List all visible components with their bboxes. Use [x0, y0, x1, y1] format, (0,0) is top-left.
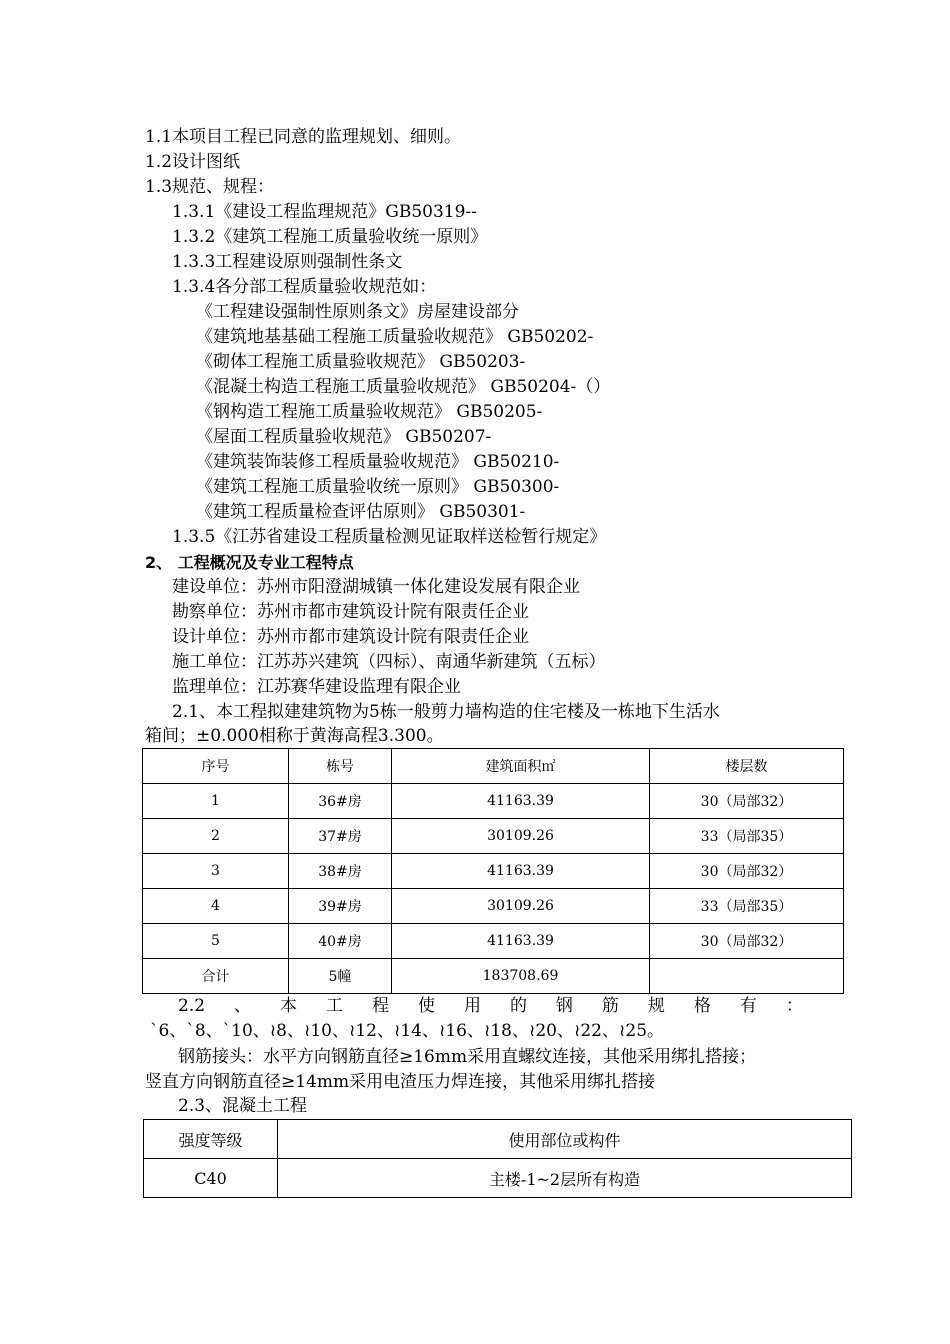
table-row	[143, 889, 844, 924]
ref-line: 《建筑装饰装修工程质量验收规范》 GB50210-	[196, 452, 560, 472]
table-cell: C40	[144, 1159, 278, 1198]
unit-line: 建设单位：苏州市阳澄湖城镇一体化建设发展有限企业	[172, 577, 580, 597]
ref-line: 《钢构造工程施工质量验收规范》 GB50205-	[196, 402, 543, 422]
paragraph-2-3: 2.3、混凝土工程	[178, 1096, 308, 1116]
table-header-row	[144, 1120, 852, 1159]
header-cell: 建筑面积㎡	[392, 749, 650, 784]
p22-token: 规	[647, 996, 665, 1016]
table-cell: 30（局部32）	[650, 784, 844, 819]
ref-line: 《建筑工程施工质量验收统一原则》 GB50300-	[196, 477, 560, 497]
header-cell: 栋号	[289, 749, 392, 784]
table-cell: 4	[143, 889, 289, 924]
table-cell: 33（局部35）	[650, 889, 844, 924]
ref-line: 1.3.2《建筑工程施工质量验收统一原则》	[172, 227, 488, 247]
p22-token: 程	[371, 996, 389, 1016]
ref-line: 《混凝土构造工程施工质量验收规范》 GB50204-（）	[196, 377, 611, 397]
rebar-joint-line-cont: 竖直方向钢筋直径≥14mm采用电渣压力焊连接，其他采用绑扎搭接	[145, 1072, 656, 1092]
table-cell: 38#房	[289, 854, 392, 889]
p22-token: 有	[739, 996, 757, 1016]
p22-token: ：	[785, 996, 803, 1016]
table-row	[144, 1159, 852, 1198]
ref-line: 《砌体工程施工质量验收规范》 GB50203-	[196, 352, 526, 372]
header-cell: 强度等级	[144, 1120, 278, 1159]
table-cell: 1	[143, 784, 289, 819]
table-cell: 5	[143, 924, 289, 959]
ref-line: 《屋面工程质量验收规范》 GB50207-	[196, 427, 492, 447]
table-cell: 合计	[143, 959, 289, 994]
table-row	[143, 924, 844, 959]
p22-token: 格	[693, 996, 711, 1016]
p22-token: 钢	[555, 996, 573, 1016]
ref-line: 1.2设计图纸	[145, 152, 241, 172]
ref-line: 1.3.1《建设工程监理规范》GB50319--	[172, 202, 477, 222]
section-heading: 2、 工程概况及专业工程特点	[145, 553, 354, 572]
table-cell: 主楼-1~2层所有构造	[278, 1159, 852, 1198]
unit-line: 施工单位：江苏苏兴建筑（四标）、南通华新建筑（五标）	[172, 652, 606, 672]
ref-line: 1.1本项目工程已同意的监理规划、细则。	[145, 127, 462, 147]
table-cell: 30（局部32）	[650, 854, 844, 889]
ref-line: 1.3.4各分部工程质量验收规范如：	[172, 277, 437, 297]
table-cell: 41163.39	[392, 924, 650, 959]
table-cell: 41163.39	[392, 854, 650, 889]
header-cell: 使用部位或构件	[278, 1120, 852, 1159]
ref-line: 1.3.5《江苏省建设工程质量检测见证取样送检暂行规定》	[172, 527, 607, 547]
paragraph-2-1: 2.1、本工程拟建建筑物为5栋一般剪力墙构造的住宅楼及一栋地下生活水	[172, 702, 720, 722]
table-cell: 36#房	[289, 784, 392, 819]
p22-token: 工	[326, 996, 343, 1016]
table-total-row	[143, 959, 844, 994]
table-header-row	[143, 749, 844, 784]
rebar-joint-line: 钢筋接头：水平方向钢筋直径≥16mm采用直螺纹连接，其他采用绑扎搭接；	[178, 1047, 757, 1067]
ref-line: 《建筑地基基础工程施工质量验收规范》 GB50202-	[196, 327, 594, 347]
table-cell: 183708.69	[392, 959, 650, 994]
building-table	[142, 748, 844, 994]
table-cell: 37#房	[289, 819, 392, 854]
table-row	[143, 784, 844, 819]
header-cell: 序号	[143, 749, 289, 784]
table-cell: 2	[143, 819, 289, 854]
unit-line: 勘察单位：苏州市都市建筑设计院有限责任企业	[172, 602, 529, 622]
p22-token: 2.2	[178, 996, 206, 1016]
table-cell	[650, 959, 844, 994]
unit-line: 监理单位：江苏赛华建设监理有限企业	[172, 677, 461, 697]
p22-token: 用	[463, 996, 481, 1016]
table-cell: 41163.39	[392, 784, 650, 819]
table-cell: 30109.26	[392, 819, 650, 854]
unit-line: 设计单位：苏州市都市建筑设计院有限责任企业	[172, 627, 529, 647]
header-cell: 楼层数	[650, 749, 844, 784]
ref-line: 1.3规范、规程：	[145, 177, 275, 197]
table-cell: 40#房	[289, 924, 392, 959]
table-cell: 33（局部35）	[650, 819, 844, 854]
table-row	[143, 819, 844, 854]
ref-line: 1.3.3工程建设原则强制性条文	[172, 252, 403, 272]
table-cell: 5幢	[289, 959, 392, 994]
table-row	[143, 854, 844, 889]
table-cell: 3	[143, 854, 289, 889]
p22-token: 筋	[601, 996, 619, 1016]
rebar-spec-line: `6、`8、`10、≀8、≀10、≀12、≀14、≀16、≀18、≀20、≀22、≀25。	[150, 1021, 665, 1041]
p22-token: 使	[417, 996, 435, 1016]
table-cell: 39#房	[289, 889, 392, 924]
paragraph-2-1-cont: 箱间；±0.000相称于黄海高程3.300。	[145, 726, 444, 746]
p22-token: 、	[234, 996, 252, 1016]
concrete-table	[143, 1119, 852, 1198]
ref-line: 《建筑工程质量检查评估原则》 GB50301-	[196, 502, 526, 522]
ref-line: 《工程建设强制性原则条文》房屋建设部分	[196, 302, 519, 322]
table-cell: 30109.26	[392, 889, 650, 924]
paragraph-2-2	[178, 994, 803, 1019]
p22-token: 的	[509, 996, 527, 1016]
table-cell: 30（局部32）	[650, 924, 844, 959]
p22-token: 本	[280, 996, 298, 1016]
